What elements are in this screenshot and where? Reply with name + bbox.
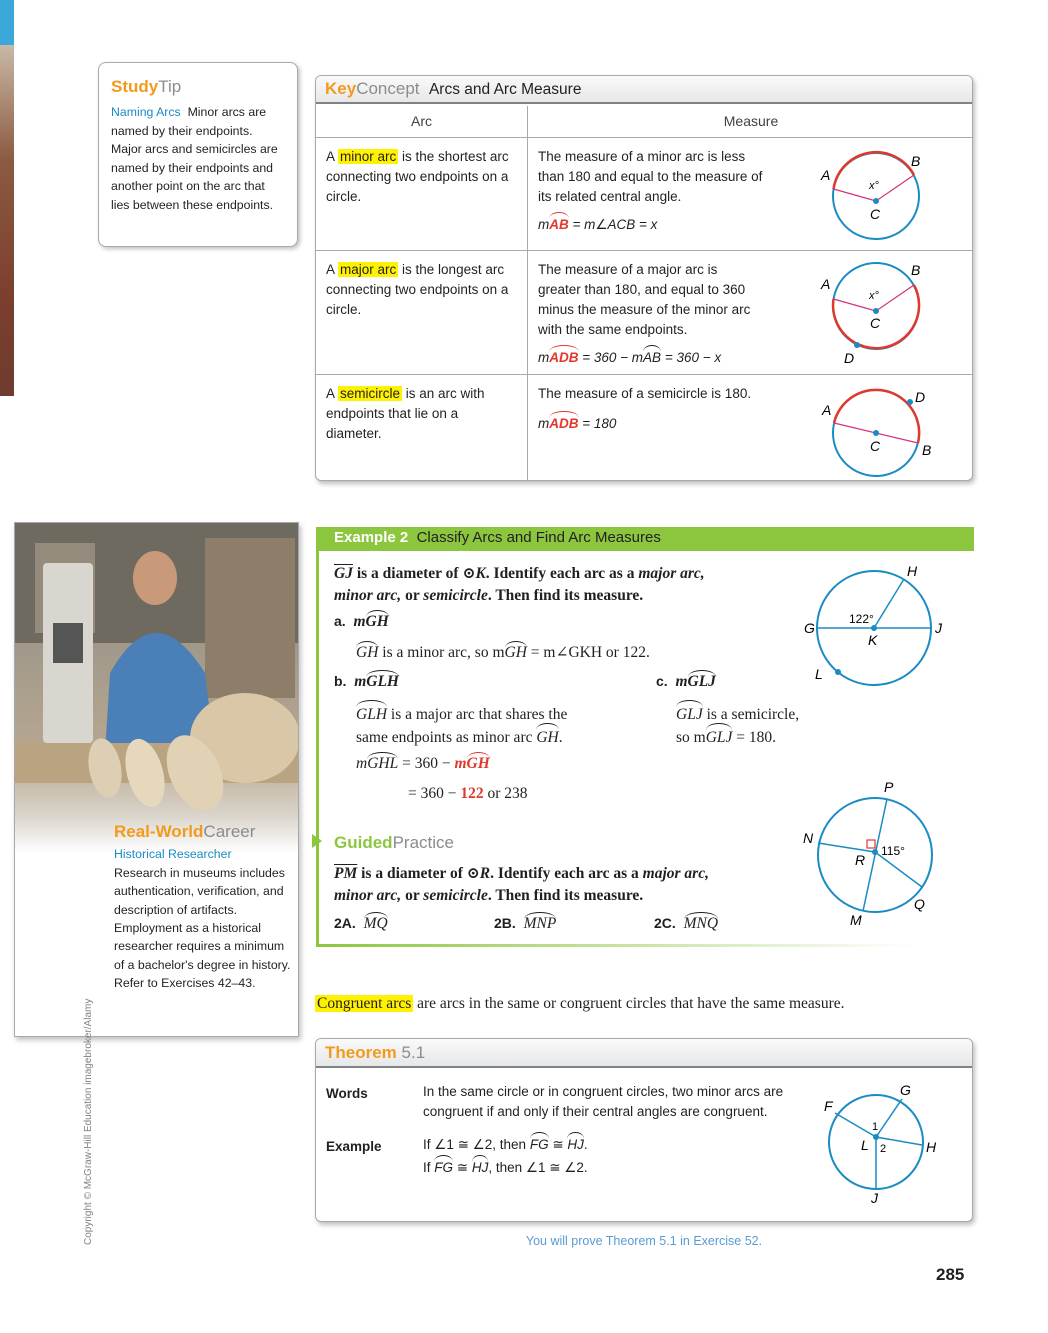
svg-text:R: R	[855, 852, 866, 868]
table-row-minor-arc	[316, 138, 973, 251]
svg-text:N: N	[803, 830, 814, 846]
svg-text:J: J	[871, 1190, 878, 1204]
guided-prompt: $\overline{PM}$ is a diameter of ⊙R. Identify each arc as a major arc, minor arc, or semicircle. Then find its measure.	[334, 865, 709, 904]
svg-text:H: H	[907, 563, 918, 579]
svg-text:Q: Q	[914, 896, 925, 912]
table-header-row	[316, 106, 973, 138]
career-text	[114, 823, 294, 993]
arc-definition: A major arc is the longest arc connecting two endpoints on a circle.	[316, 251, 528, 374]
guided-item-2a: 2A. MQ	[334, 915, 388, 932]
svg-text:1: 1	[872, 1121, 879, 1133]
congruent-arcs-definition: Congruent arcs are arcs in the same or congruent circles that have the same measure.	[317, 995, 845, 1012]
career-title: Real-WorldCareer	[114, 822, 256, 841]
svg-text:C: C	[870, 438, 881, 454]
column-header-measure: Measure	[723, 113, 779, 129]
example-prompt: $\overline{GJ}$ is a diameter of ⊙K. Identify each arc as a major arc, minor arc, or semicircle. Then find its measure.	[334, 565, 705, 604]
arc-definition: A minor arc is the shortest arc connecting two endpoints on a circle.	[316, 138, 528, 250]
svg-text:B: B	[911, 153, 921, 169]
table-row-semicircle	[316, 375, 973, 481]
example-2-box	[316, 527, 974, 952]
arc-definition: A semicircle is an arc with endpoints that lie on a diameter.	[316, 375, 528, 481]
study-tip-title: StudyTip	[111, 77, 182, 96]
svg-text:C: C	[870, 315, 881, 331]
svg-text:G: G	[900, 1082, 911, 1098]
part-a-question: a. mGH	[334, 613, 389, 630]
theorem-5-1-box	[315, 1038, 973, 1222]
guided-practice-title: GuidedPractice	[334, 833, 454, 852]
guided-item-2b: 2B. MNP	[494, 915, 557, 932]
svg-text:B: B	[911, 262, 921, 278]
real-world-career-box	[14, 522, 299, 1037]
svg-text:K: K	[868, 632, 878, 648]
part-c-answer: GLJ is a semicircle, so mGLJ = 180.	[676, 703, 799, 749]
svg-text:122°: 122°	[849, 612, 874, 626]
svg-text:D: D	[915, 389, 926, 405]
career-subhead: Historical Researcher	[114, 847, 232, 862]
theorem-example-line-2: If FG ≅ HJ, then ∠1 ≅ ∠2.	[423, 1158, 588, 1178]
theorem-words: In the same circle or in congruent circles, two minor arcs are congruent if and only if their central angles are congruent.	[423, 1084, 784, 1119]
svg-text:J: J	[935, 620, 942, 636]
svg-text:A: A	[821, 167, 831, 183]
part-c-question: c. mGLJ	[656, 673, 716, 690]
example-header: Example 2 Classify Arcs and Find Arc Measures	[316, 527, 974, 551]
page-number: 285	[936, 1265, 965, 1284]
theorem-example-line-1: If ∠1 ≅ ∠2, then FG ≅ HJ.	[423, 1135, 588, 1155]
column-header-arc: Arc	[316, 106, 528, 137]
part-b-equation-2: = 360 − 122 or 238	[408, 785, 528, 802]
study-tip-body: Naming Arcs Minor arcs are named by their endpoints. Major arcs and semicircles are named by their endpoints and another point on the arc that lies between these endpoints.	[111, 105, 278, 212]
key-concept-title: Arcs and Arc Measure	[428, 81, 582, 98]
svg-text:L: L	[815, 666, 823, 682]
researcher-photo	[15, 523, 299, 853]
measure-description: The measure of a major arc is greater than 180, and equal to 360 minus the measure of the minor arc with the same endpoints. mADB = 360 − mAB = 360 − x	[528, 251, 973, 374]
photo-illustration	[15, 523, 299, 853]
copyright-credit: Copyright © McGraw-Hill Education imagebroker/Alamy	[83, 998, 94, 1245]
svg-text:B: B	[922, 442, 932, 458]
theorem-words-label: Words	[326, 1086, 368, 1101]
edge-photo	[0, 0, 14, 396]
theorem-header: Theorem 5.1	[316, 1039, 972, 1068]
semicircle-figure	[816, 375, 941, 480]
part-a-answer: GH is a minor arc, so mGH = m∠GKH or 122.	[356, 644, 650, 661]
svg-text:x°: x°	[869, 290, 879, 302]
major-arc-figure	[816, 251, 936, 373]
svg-text:M: M	[850, 912, 862, 927]
key-concept-box	[315, 75, 973, 481]
example-bottom-rule	[316, 944, 916, 947]
minor-arc-figure	[816, 138, 936, 250]
measure-description: The measure of a semicircle is 180. mADB = 180	[528, 375, 973, 481]
part-b-question: b. mGLH	[334, 673, 399, 690]
part-b-answer: GLH is a major arc that shares the same endpoints as minor arc GH.	[356, 703, 567, 749]
svg-text:F: F	[824, 1098, 833, 1114]
svg-text:A: A	[822, 402, 832, 418]
part-b-equation-1: mGHL = 360 − mGH	[356, 755, 490, 772]
table-row-major-arc	[316, 251, 973, 375]
svg-text:2: 2	[880, 1143, 887, 1155]
svg-text:D: D	[844, 350, 855, 366]
svg-text:115°: 115°	[881, 844, 905, 858]
career-body: Research in museums includes authentication, verification, and description of artifacts. Employment as a historical researcher requires a minimum of a bachelor's degree in history. Refer to Exercises 42–43.	[114, 865, 291, 991]
example-border	[316, 551, 319, 946]
study-tip-box	[98, 62, 298, 247]
proof-note: You will prove Theorem 5.1 in Exercise 52.	[525, 1234, 763, 1248]
svg-text:C: C	[870, 206, 881, 222]
svg-text:G: G	[804, 620, 815, 636]
theorem-figure	[816, 1079, 946, 1204]
guided-item-2c: 2C. MNQ	[654, 915, 719, 932]
svg-text:P: P	[884, 779, 894, 795]
key-concept-header: KeyConcept Arcs and Arc Measure	[316, 76, 972, 104]
measure-description: The measure of a minor arc is less than 180 and equal to the measure of its related central angle. mAB = m∠ACB = x	[528, 138, 973, 250]
svg-text:A: A	[821, 276, 831, 292]
circle-r-figure	[796, 777, 946, 927]
svg-text:H: H	[926, 1139, 937, 1155]
theorem-example-label: Example	[326, 1139, 382, 1154]
svg-text:L: L	[861, 1137, 869, 1153]
circle-k-figure	[800, 561, 950, 691]
svg-text:x°: x°	[869, 180, 879, 192]
